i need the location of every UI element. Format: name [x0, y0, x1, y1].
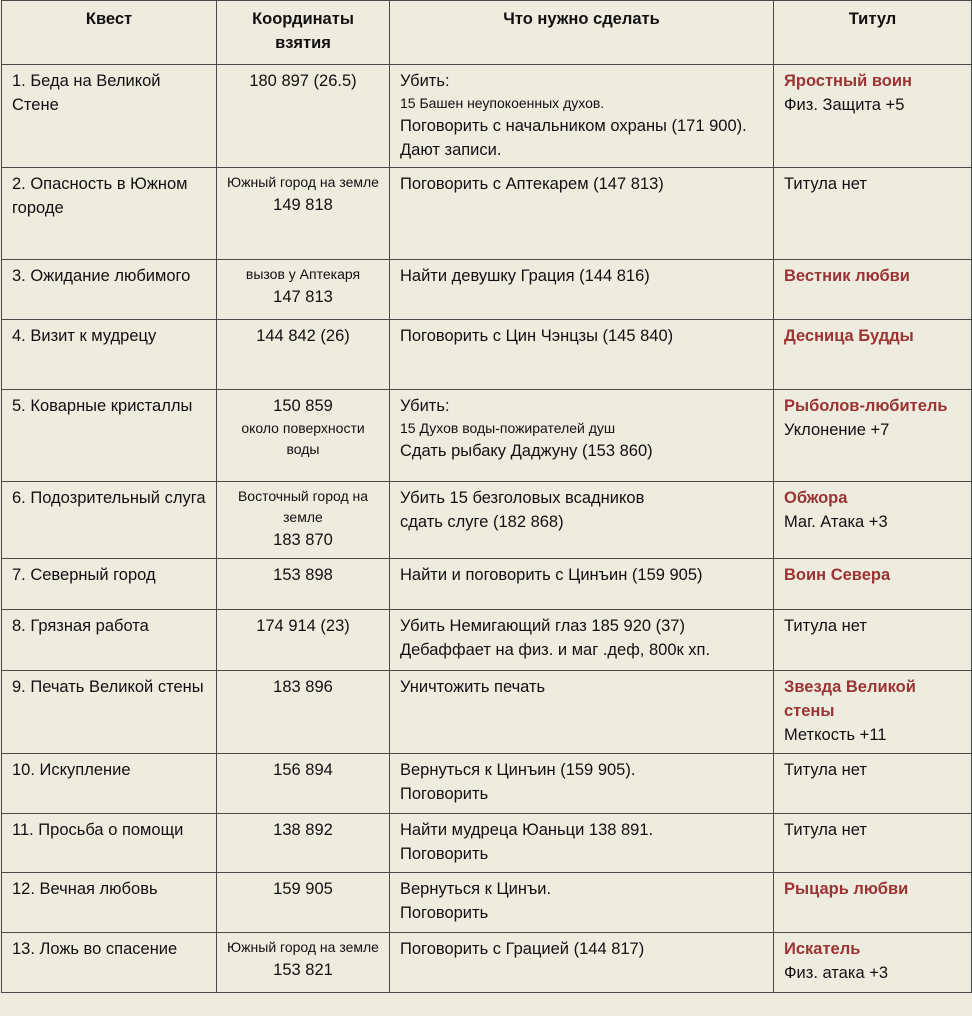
table-row — [2, 933, 972, 993]
coord-value: 156 894 — [273, 761, 333, 779]
title-bonus: Титула нет — [784, 175, 867, 193]
table-row — [2, 754, 972, 814]
quest-task — [390, 390, 774, 482]
header-coords: Координаты взятия — [217, 1, 390, 65]
quest-name: 6. Подозрительный слуга — [2, 482, 217, 559]
quest-coordinates — [217, 559, 390, 610]
quest-task — [390, 671, 774, 754]
task-line: Найти мудреца Юаньци 138 891. — [400, 821, 654, 839]
quest-task — [390, 610, 774, 671]
title-bonus: Титула нет — [784, 617, 867, 635]
table-row — [2, 814, 972, 873]
quest-title-reward — [774, 260, 972, 320]
header-todo: Что нужно сделать — [390, 1, 774, 65]
task-line: Убить: — [400, 72, 450, 90]
quest-coordinates — [217, 933, 390, 993]
quest-coordinates — [217, 671, 390, 754]
task-detail: 15 Башен неупокоенных духов. — [400, 95, 605, 111]
title-name: Обжора — [784, 489, 848, 507]
title-name: Искатель — [784, 940, 861, 958]
table-row — [2, 390, 972, 482]
coord-value: 174 914 (23) — [256, 617, 350, 635]
table-row — [2, 671, 972, 754]
title-name: Десница Будды — [784, 327, 914, 345]
header-title: Титул — [774, 1, 972, 65]
coord-value: 138 892 — [273, 821, 333, 839]
coord-location-note: Восточный город на земле — [237, 488, 369, 525]
task-line: Поговорить с Цин Чэнцзы (145 840) — [400, 327, 674, 345]
quest-coordinates — [217, 260, 390, 320]
quest-title-reward — [774, 390, 972, 482]
quest-task — [390, 754, 774, 814]
title-bonus: Уклонение +7 — [784, 421, 890, 439]
quest-title-reward — [774, 65, 972, 168]
table-row — [2, 168, 972, 260]
coord-value: 183 870 — [273, 531, 333, 549]
task-line: Сдать рыбаку Даджуну (153 860) — [400, 442, 653, 460]
quest-coordinates — [217, 168, 390, 260]
coord-value: 183 896 — [273, 678, 333, 696]
task-line: Поговорить — [400, 785, 489, 803]
title-bonus: Физ. Защита +5 — [784, 96, 905, 114]
table-row — [2, 610, 972, 671]
task-line: Найти девушку Грация (144 816) — [400, 267, 650, 285]
quest-name: 12. Вечная любовь — [2, 873, 217, 933]
quest-title-reward — [774, 482, 972, 559]
quest-task — [390, 482, 774, 559]
header-row — [2, 1, 972, 65]
task-line: Поговорить — [400, 904, 489, 922]
task-line: Поговорить с начальником охраны (171 900). Дают записи. — [400, 117, 747, 159]
title-bonus: Титула нет — [784, 821, 867, 839]
quest-title-reward — [774, 754, 972, 814]
quest-title-reward — [774, 933, 972, 993]
title-bonus: Меткость +11 — [784, 726, 887, 744]
quest-name: 4. Визит к мудрецу — [2, 320, 217, 390]
coord-location-note: Южный город на земле — [227, 174, 379, 190]
quest-table — [1, 0, 972, 993]
quest-coordinates — [217, 65, 390, 168]
table-row — [2, 260, 972, 320]
quest-coordinates — [217, 390, 390, 482]
quest-name: 7. Северный город — [2, 559, 217, 610]
title-name: Рыболов-любитель — [784, 397, 948, 415]
coord-value: 153 898 — [273, 566, 333, 584]
quest-title-reward — [774, 671, 972, 754]
quest-task — [390, 168, 774, 260]
quest-task — [390, 320, 774, 390]
task-detail: 15 Духов воды-пожирателей душ — [400, 420, 616, 436]
quest-title-reward — [774, 559, 972, 610]
title-bonus: Физ. атака +3 — [784, 964, 889, 982]
quest-task — [390, 814, 774, 873]
task-line: Поговорить с Аптекарем (147 813) — [400, 175, 664, 193]
title-name: Яростный воин — [784, 72, 912, 90]
quest-title-reward — [774, 610, 972, 671]
quest-name: 5. Коварные кристаллы — [2, 390, 217, 482]
quest-name: 8. Грязная работа — [2, 610, 217, 671]
quest-task — [390, 873, 774, 933]
task-line: Убить Немигающий глаз 185 920 (37) — [400, 617, 685, 635]
coord-value: 153 821 — [273, 961, 333, 979]
quest-coordinates — [217, 610, 390, 671]
coord-location-note: вызов у Аптекаря — [245, 266, 361, 282]
title-bonus: Титула нет — [784, 761, 867, 779]
quest-title-reward — [774, 320, 972, 390]
quest-task — [390, 65, 774, 168]
quest-name: 13. Ложь во спасение — [2, 933, 217, 993]
task-line: Убить: — [400, 397, 450, 415]
quest-coordinates — [217, 482, 390, 559]
task-line: Вернуться к Цинъин (159 905). — [400, 761, 636, 779]
coord-value: 150 859 — [273, 397, 333, 415]
task-line: Поговорить — [400, 845, 489, 863]
task-line: Убить 15 безголовых всадников — [400, 489, 645, 507]
coord-location-note: около поверхности воды — [241, 420, 365, 457]
header-quest: Квест — [2, 1, 217, 65]
coord-value: 147 813 — [273, 288, 333, 306]
table-row — [2, 873, 972, 933]
coord-value: 144 842 (26) — [256, 327, 350, 345]
quest-coordinates — [217, 754, 390, 814]
quest-coordinates — [217, 814, 390, 873]
table-row — [2, 482, 972, 559]
coord-value: 159 905 — [273, 880, 333, 898]
task-line: Поговорить с Грацией (144 817) — [400, 940, 645, 958]
task-line: Найти и поговорить с Цинъин (159 905) — [400, 566, 703, 584]
task-line: Дебаффает на физ. и маг .деф, 800к хп. — [400, 641, 711, 659]
task-line: Вернуться к Цинъи. — [400, 880, 552, 898]
quest-task — [390, 559, 774, 610]
task-line: сдать слуге (182 868) — [400, 513, 564, 531]
coord-location-note: Южный город на земле — [227, 939, 379, 955]
quest-name: 11. Просьба о помощи — [2, 814, 217, 873]
quest-task — [390, 933, 774, 993]
quest-title-reward — [774, 873, 972, 933]
quest-name: 9. Печать Великой стены — [2, 671, 217, 754]
quest-title-reward — [774, 168, 972, 260]
quest-name: 3. Ожидание любимого — [2, 260, 217, 320]
quest-task — [390, 260, 774, 320]
quest-title-reward — [774, 814, 972, 873]
coord-value: 149 818 — [273, 196, 333, 214]
quest-coordinates — [217, 873, 390, 933]
title-name: Рыцарь любви — [784, 880, 909, 898]
quest-name: 1. Беда на Великой Стене — [2, 65, 217, 168]
quest-name: 10. Искупление — [2, 754, 217, 814]
table-row — [2, 320, 972, 390]
coord-value: 180 897 (26.5) — [249, 72, 357, 90]
quest-coordinates — [217, 320, 390, 390]
title-name: Вестник любви — [784, 267, 910, 285]
quest-name: 2. Опасность в Южном городе — [2, 168, 217, 260]
table-body — [2, 65, 972, 993]
title-name: Воин Севера — [784, 566, 891, 584]
title-name: Звезда Великой стены — [784, 678, 916, 720]
table-row — [2, 65, 972, 168]
table-row — [2, 559, 972, 610]
title-bonus: Маг. Атака +3 — [784, 513, 888, 531]
task-line: Уничтожить печать — [400, 678, 546, 696]
